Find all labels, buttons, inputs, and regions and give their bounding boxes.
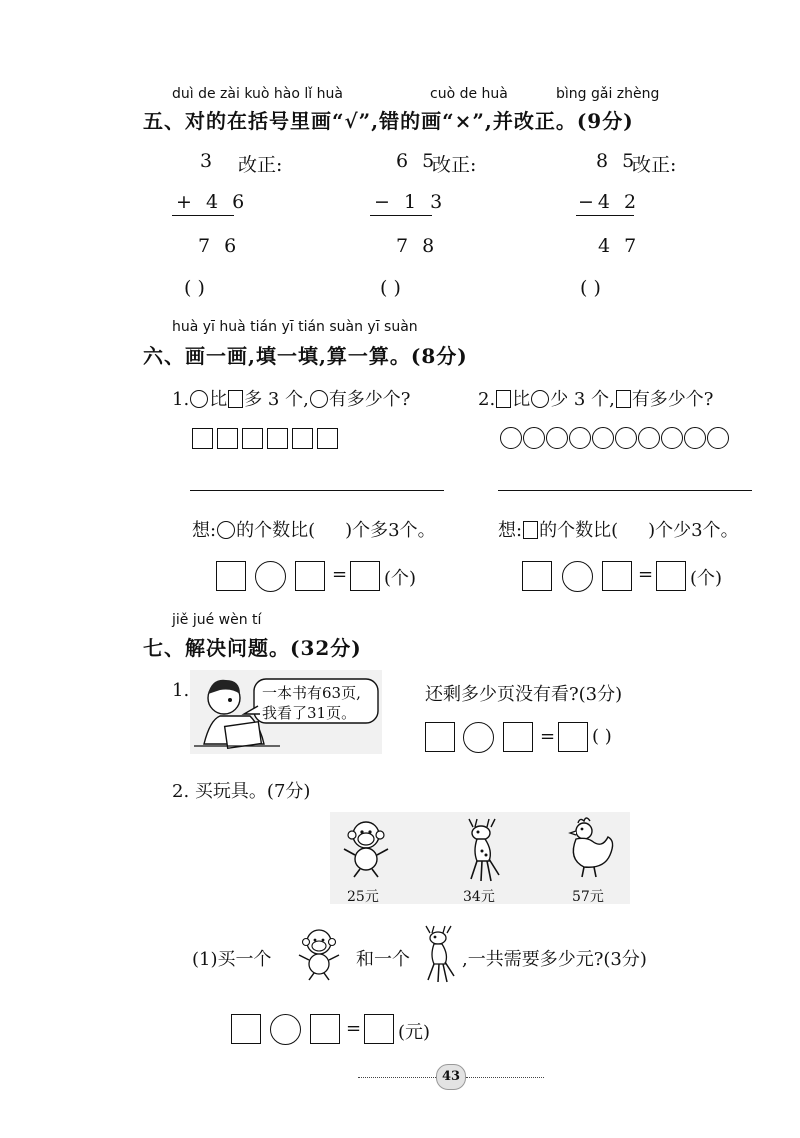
hen-toy-icon <box>558 815 620 881</box>
p1-operand: + 4 6 <box>176 191 249 213</box>
s6-q2-t3: 有多少个? <box>631 389 714 410</box>
s6-q1-unit: (个) <box>384 568 417 589</box>
answer-box[interactable] <box>216 561 246 591</box>
deer-toy-icon <box>455 815 507 885</box>
s6-q1-text <box>172 385 410 411</box>
answer-box[interactable] <box>295 561 325 591</box>
s6-q2-think-a: 想: <box>498 520 523 541</box>
s6-q2-think-c: )个少3个。 <box>648 520 739 541</box>
s6-q1-think-a: 想: <box>192 520 217 541</box>
s6-q2-unit: (个) <box>690 568 723 589</box>
s7-q2-sub1-a: (1)买一个 <box>192 949 272 970</box>
drawn-square <box>217 428 238 449</box>
p1-rule <box>172 215 234 216</box>
drawn-circle <box>638 427 660 449</box>
equals-sign: = <box>540 726 556 747</box>
answer-box[interactable] <box>522 561 552 591</box>
square-icon <box>523 521 538 539</box>
circle-icon <box>531 390 549 408</box>
drawn-square <box>192 428 213 449</box>
drawn-circle <box>707 427 729 449</box>
s6-q2-t1: 比 <box>512 389 531 410</box>
drawn-circle <box>661 427 683 449</box>
s7-q1-unit[interactable]: ( ) <box>592 726 612 747</box>
p3-rule <box>576 215 634 216</box>
price-monkey: 25元 <box>347 889 379 905</box>
operator-circle[interactable] <box>270 1014 301 1045</box>
square-icon <box>616 390 631 408</box>
speech-bubble-line2: 我看了31页。 <box>262 704 357 722</box>
drawn-circle <box>546 427 568 449</box>
section7-pinyin: jiě jué wèn tí <box>172 612 262 628</box>
s7-q2-sub1-b: 和一个 <box>356 949 410 970</box>
price-hen: 57元 <box>572 889 604 905</box>
s6-q2-draw-line[interactable] <box>498 490 752 491</box>
footer-dots-right <box>466 1077 544 1078</box>
answer-box[interactable] <box>364 1014 394 1044</box>
s7-q2-unit: (元) <box>398 1022 431 1043</box>
s7-q1-num: 1. <box>172 680 190 701</box>
circle-icon <box>310 390 328 408</box>
p2-answer-paren[interactable]: ( ) <box>380 277 401 299</box>
drawn-circle <box>615 427 637 449</box>
s6-q1-think-b: 的个数比( <box>236 520 316 541</box>
s6-q2-t2: 少 3 个, <box>550 389 615 410</box>
operator-circle[interactable] <box>255 561 286 592</box>
circle-icon <box>190 390 208 408</box>
p2-rule <box>370 215 432 216</box>
square-icon <box>496 390 511 408</box>
s7-q2-sub1-c: ,一共需要多少元?(3分) <box>462 949 647 970</box>
drawn-square <box>242 428 263 449</box>
answer-box[interactable] <box>310 1014 340 1044</box>
operator-circle[interactable] <box>463 722 494 753</box>
s6-q1-num: 1. <box>172 389 190 410</box>
s6-q2-think <box>498 516 739 542</box>
circle-icon <box>217 521 235 539</box>
equals-sign: = <box>332 564 348 585</box>
p1-answer-paren[interactable]: ( ) <box>184 277 205 299</box>
drawn-circle <box>523 427 545 449</box>
monkey-toy-icon <box>338 815 394 881</box>
drawn-circle <box>592 427 614 449</box>
p2-correct-label: 改正: <box>432 154 477 176</box>
equals-sign: = <box>638 564 654 585</box>
answer-box[interactable] <box>656 561 686 591</box>
p1-correct-label: 改正: <box>238 154 283 176</box>
drawn-circle <box>684 427 706 449</box>
s6-q1-t2: 多 3 个, <box>244 389 309 410</box>
section5-pinyin-2: cuò de huà <box>430 86 508 102</box>
answer-box[interactable] <box>503 722 533 752</box>
s6-q1-draw-line[interactable] <box>190 490 444 491</box>
s6-q1-think <box>192 516 436 542</box>
page-number: 43 <box>436 1064 466 1090</box>
s7-q2-heading <box>172 777 310 803</box>
drawn-square <box>292 428 313 449</box>
answer-box[interactable] <box>350 561 380 591</box>
s7-q1-question: 还剩多少页没有看?(3分) <box>425 684 623 705</box>
p3-correct-label: 改正: <box>632 154 677 176</box>
price-deer: 34元 <box>463 889 495 905</box>
s7-q2-title: 买玩具。(7分) <box>194 781 311 802</box>
drawn-square <box>317 428 338 449</box>
p3-answer-paren[interactable]: ( ) <box>580 277 601 299</box>
s7-q2-num: 2. <box>172 781 190 802</box>
footer-dots-left <box>358 1077 436 1078</box>
s6-q1-think-c: )个多3个。 <box>345 520 436 541</box>
p3-top: 8 5 <box>596 150 639 172</box>
s6-q2-num: 2. <box>478 389 496 410</box>
speech-bubble-line1: 一本书有63页, <box>262 684 361 702</box>
drawn-square <box>267 428 288 449</box>
section5-pinyin-1: duì de zài kuò hào lǐ huà <box>172 86 343 102</box>
p3-operand: −4 2 <box>578 191 641 213</box>
s6-q2-think-b: 的个数比( <box>539 520 619 541</box>
section5-pinyin-3: bìng gǎi zhèng <box>556 86 660 102</box>
section7-title: 七、解决问题。(32分) <box>143 636 362 660</box>
section5-title: 五、对的在括号里画“√”,错的画“×”,并改正。(9分) <box>143 109 634 133</box>
p1-result: 7 6 <box>198 235 241 257</box>
answer-box[interactable] <box>231 1014 261 1044</box>
answer-box[interactable] <box>602 561 632 591</box>
section6-pinyin: huà yī huà tián yī tián suàn yī suàn <box>172 319 418 335</box>
p1-top: 3 <box>200 150 217 172</box>
answer-box[interactable] <box>558 722 588 752</box>
monkey-toy-icon <box>293 925 345 983</box>
equals-sign: = <box>346 1018 362 1039</box>
drawn-circle <box>500 427 522 449</box>
p2-operand: − 1 3 <box>374 191 447 213</box>
square-icon <box>228 390 243 408</box>
section6-title: 六、画一画,填一填,算一算。(8分) <box>143 344 468 368</box>
p3-result: 4 7 <box>598 235 641 257</box>
s6-q1-t3: 有多少个? <box>328 389 411 410</box>
s6-q1-t1: 比 <box>209 389 228 410</box>
p2-top: 6 5 <box>396 150 439 172</box>
s6-q2-text <box>478 385 713 411</box>
drawn-circle <box>569 427 591 449</box>
answer-box[interactable] <box>425 722 455 752</box>
operator-circle[interactable] <box>562 561 593 592</box>
deer-toy-icon <box>414 922 462 986</box>
p2-result: 7 8 <box>396 235 439 257</box>
